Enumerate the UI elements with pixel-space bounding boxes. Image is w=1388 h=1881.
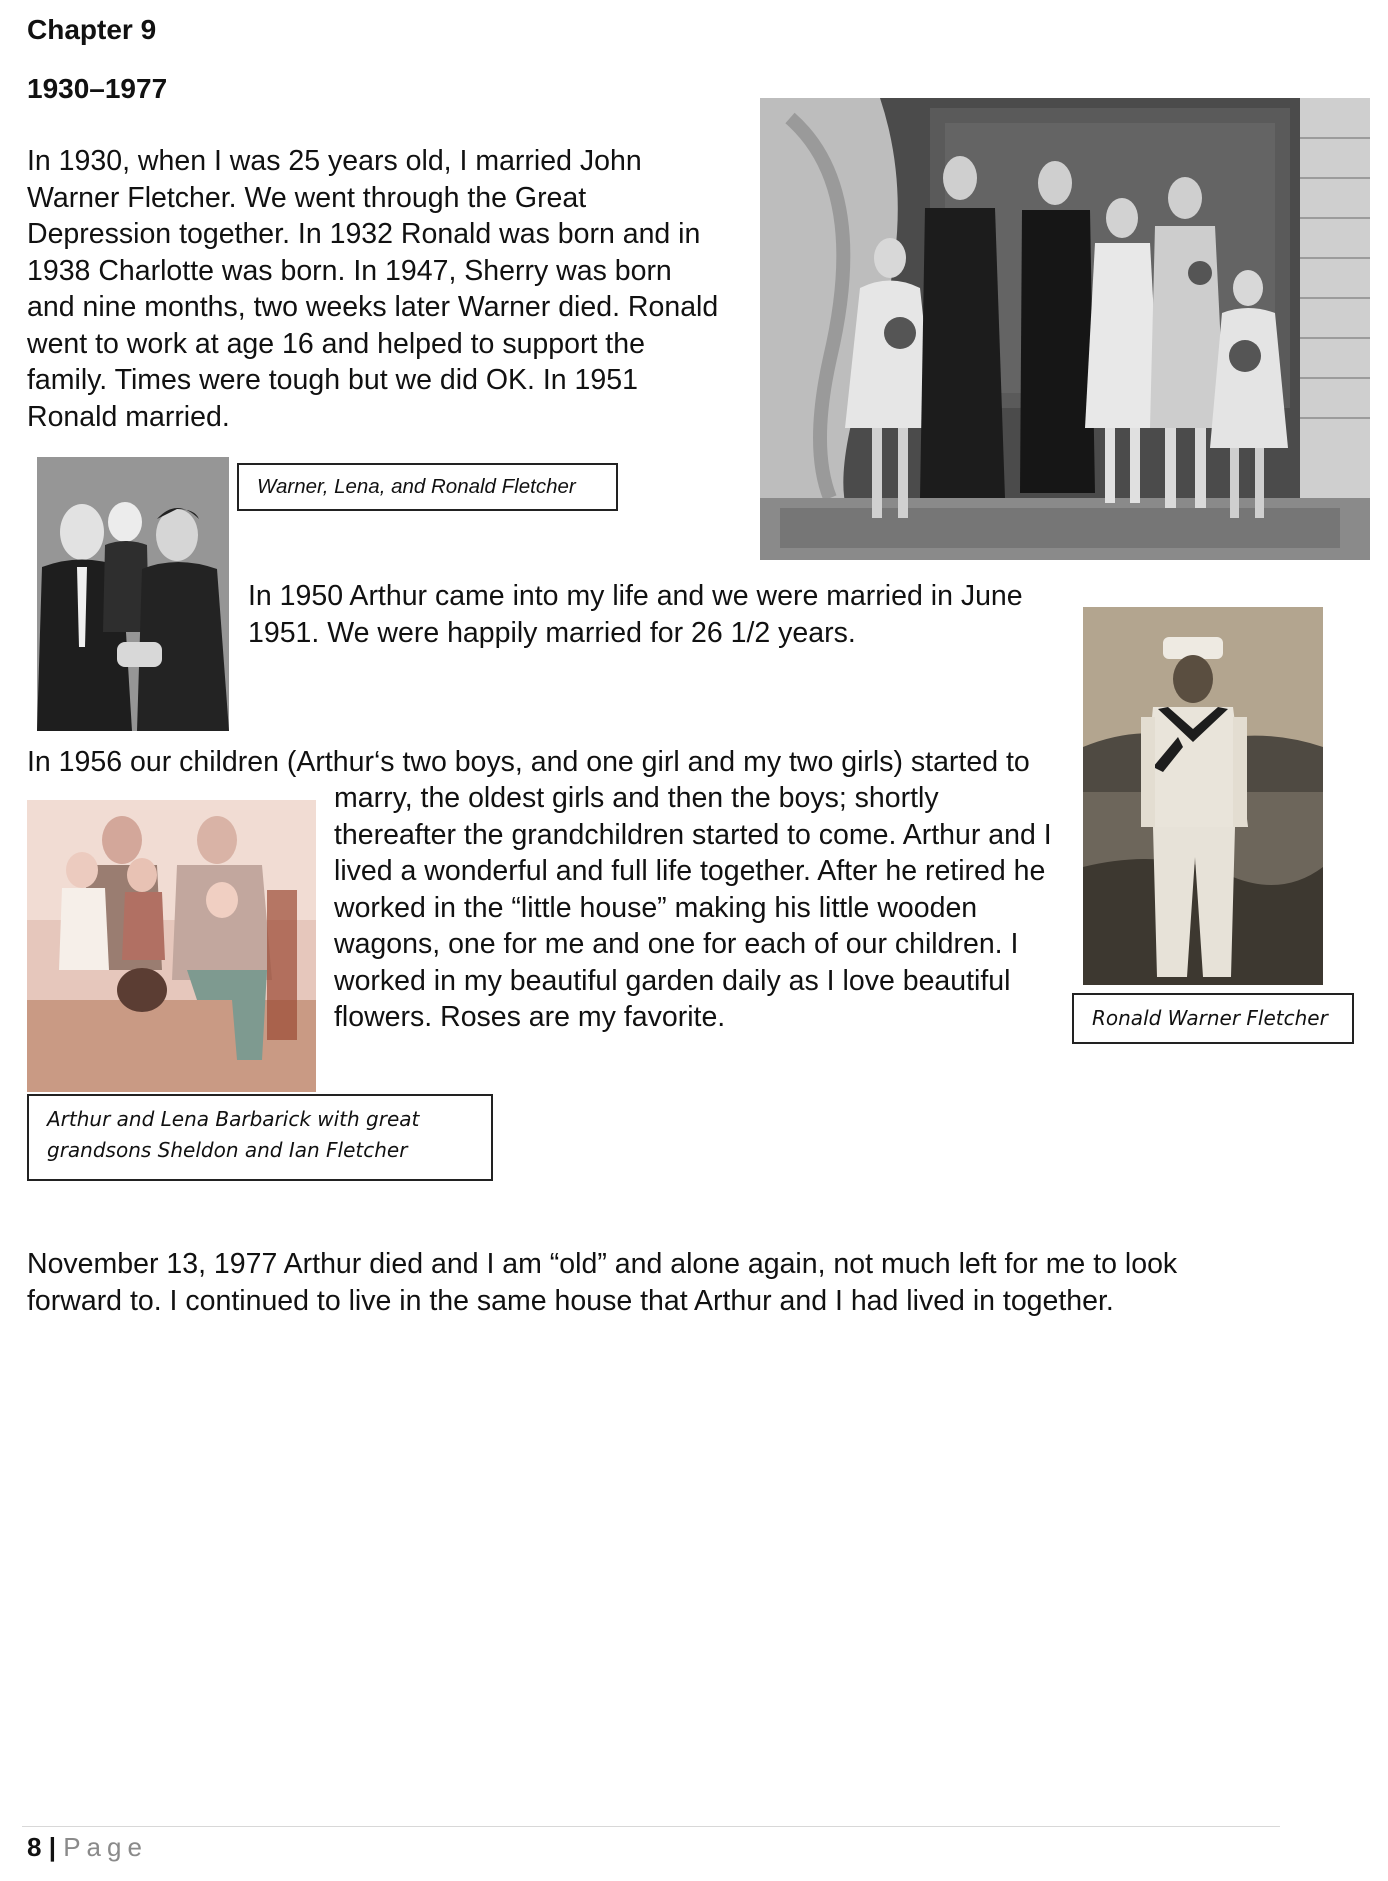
page-label: Page [63,1832,148,1862]
paragraph-1956-first-line: In 1956 our children (Arthur‘s two boys, and one girl and my two girls) started to [27,746,1030,778]
caption-warner-lena-ronald: Warner, Lena, and Ronald Fletcher [237,463,618,511]
wedding-party-photo [760,98,1370,560]
paragraph-arthur-1950: In 1950 Arthur came into my life and we were married in June 1951. We were happily married for 26 1/2 years. [248,580,1023,649]
caption-arthur-lena-grandsons: Arthur and Lena Barbarick with great grandsons Sheldon and Ian Fletcher [27,1094,493,1181]
arthur-lena-grandsons-photo [27,800,316,1092]
ronald-sailor-photo [1083,607,1323,985]
warner-lena-ronald-photo [37,457,229,731]
page-number: 8 [27,1832,42,1862]
paragraph-1977: November 13, 1977 Arthur died and I am “old” and alone again, not much left for me to look forward to. I continued to live in the same house that Arthur and I had lived in together. [27,1248,1178,1317]
page-footer [27,1832,148,1863]
years-heading: 1930–1977 [27,73,168,104]
footer-separator: | [48,1832,56,1862]
paragraph-marriage-1930: In 1930, when I was 25 years old, I married John Warner Fletcher. We went through the Great Depression together. In 1932 Ronald was born and in 1938 Charlotte was born. In 1947, Sherry was born and nine months, two weeks later Warner died. Ronald went to work at age 16 and helped to support the family. Times were tough but we did OK. In 1951 Ronald married. [27,145,719,433]
caption-ronald-warner-fletcher: Ronald Warner Fletcher [1072,993,1354,1044]
paragraph-1956-body: marry, the oldest girls and then the boys; shortly thereafter the grandchildren started to come. Arthur and I lived a wonderful and full life together. After he retired he worked in the “little house” making his little wooden wagons, one for me and one for each of our children. I worked in my beautiful garden daily as I love beautiful flowers. Roses are my favorite. [334,782,1052,1033]
chapter-heading: Chapter 9 [27,14,157,45]
footer-divider [22,1826,1280,1827]
